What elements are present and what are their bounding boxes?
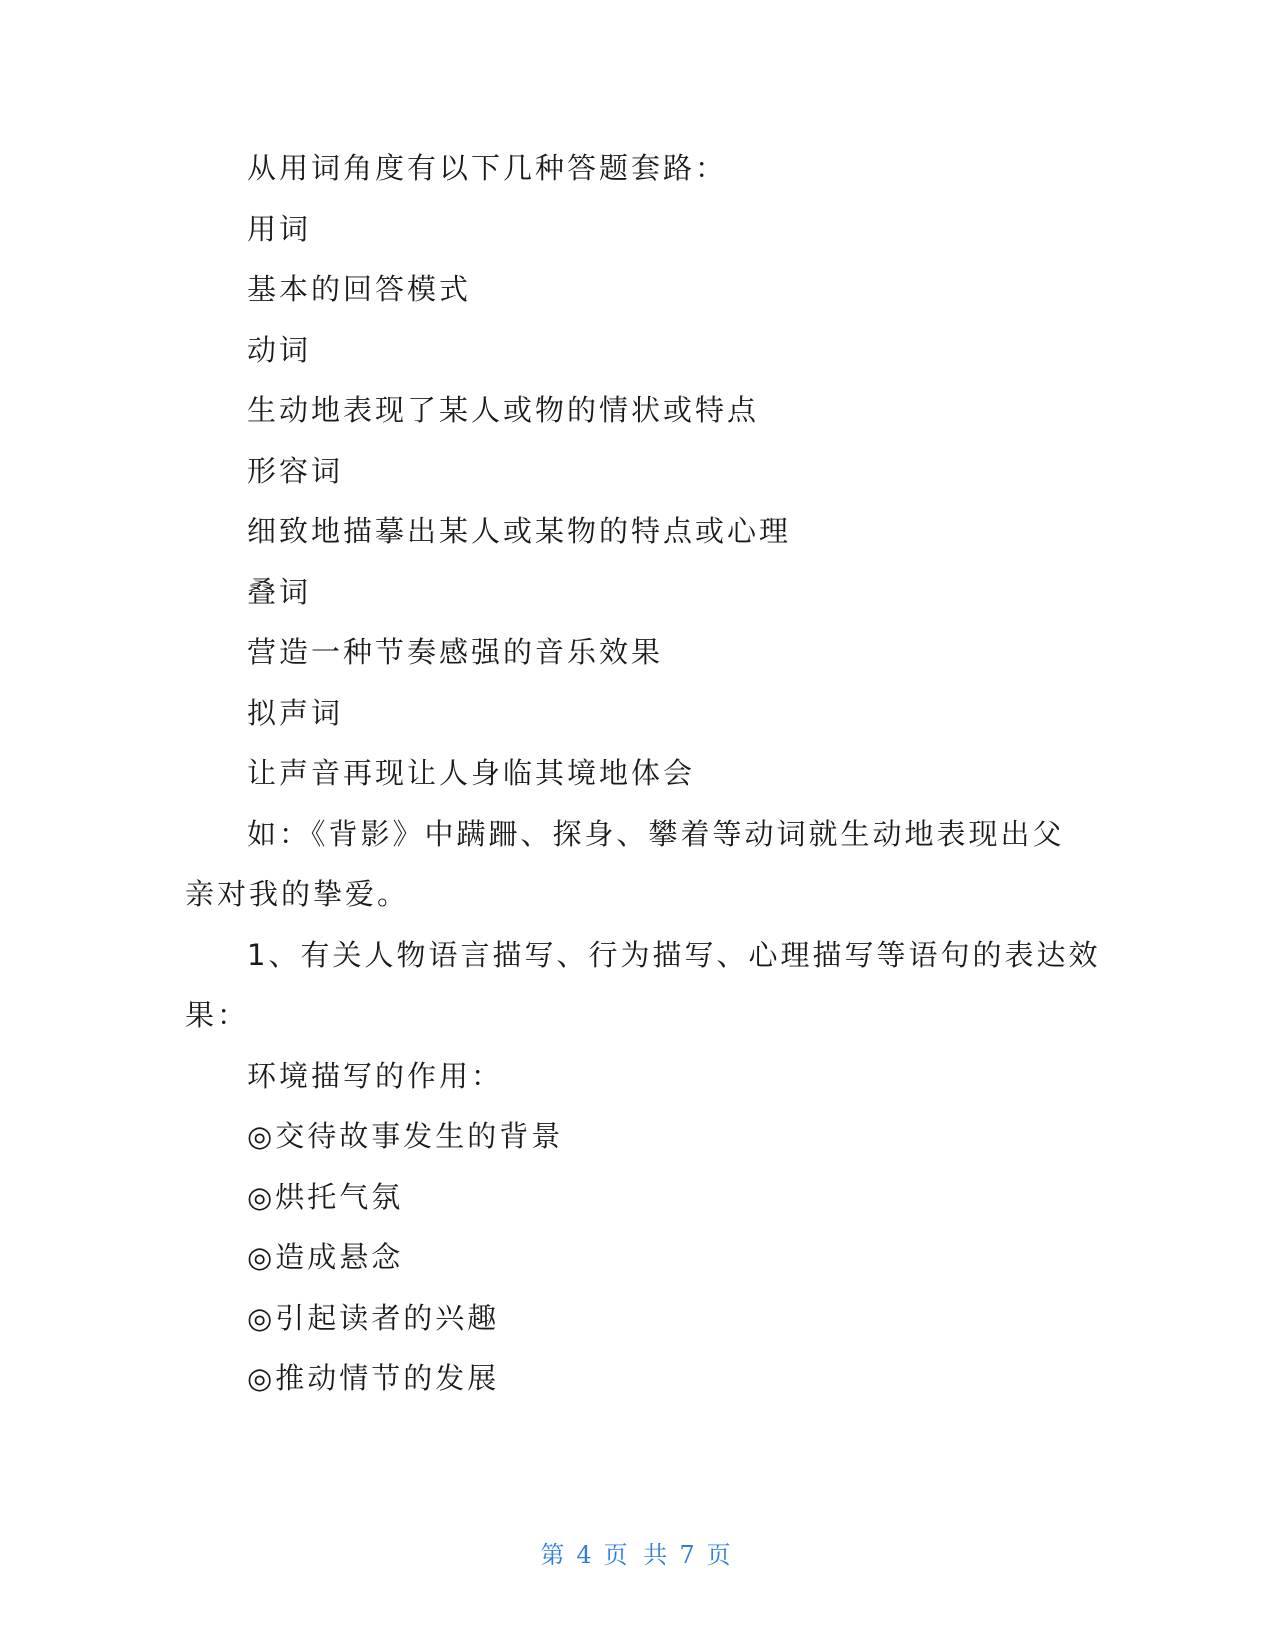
paragraph-line: 叠词 [247, 574, 312, 609]
paragraph-line: 果： [185, 998, 250, 1032]
paragraph-line: ◎造成悬念 [247, 1240, 404, 1274]
paragraph-line: 用词 [247, 211, 312, 246]
paragraph-line: 1、有关人物语言描写、行为描写、心理描写等语句的表达效 [247, 937, 1101, 972]
page-number-footer [0, 1535, 1275, 1570]
paragraph-line: 生动地表现了某人或物的情状或特点 [247, 393, 760, 427]
document-body [185, 138, 1101, 1409]
paragraph-line: 形容词 [247, 453, 344, 488]
current-page-number: 4 [576, 1541, 596, 1569]
paragraph-line: 如：《背影》中蹒跚、探身、攀着等动词就生动地表现出父 [247, 816, 1065, 851]
paragraph-line: 基本的回答模式 [247, 272, 472, 306]
footer-middle: 页 共 [603, 1541, 672, 1569]
paragraph-line: ◎烘托气氛 [247, 1179, 404, 1214]
paragraph-line: 亲对我的挚爱。 [185, 877, 410, 911]
paragraph-line: ◎交待故事发生的背景 [247, 1119, 564, 1153]
paragraph-line: 营造一种节奏感强的音乐效果 [247, 635, 664, 669]
paragraph-line: 细致地描摹出某人或某物的特点或心理 [247, 514, 792, 548]
paragraph-line: 从用词角度有以下几种答题套路： [247, 151, 728, 185]
paragraph-line: 让声音再现让人身临其境地体会 [247, 756, 696, 790]
total-page-count: 7 [679, 1541, 699, 1569]
footer-suffix: 页 [706, 1541, 735, 1569]
paragraph-line: ◎推动情节的发展 [247, 1361, 500, 1395]
paragraph-line: 拟声词 [247, 695, 344, 730]
footer-prefix: 第 [540, 1541, 569, 1569]
paragraph-line: ◎引起读者的兴趣 [247, 1300, 500, 1335]
paragraph-line: 环境描写的作用： [247, 1058, 504, 1093]
paragraph-line: 动词 [247, 332, 312, 367]
